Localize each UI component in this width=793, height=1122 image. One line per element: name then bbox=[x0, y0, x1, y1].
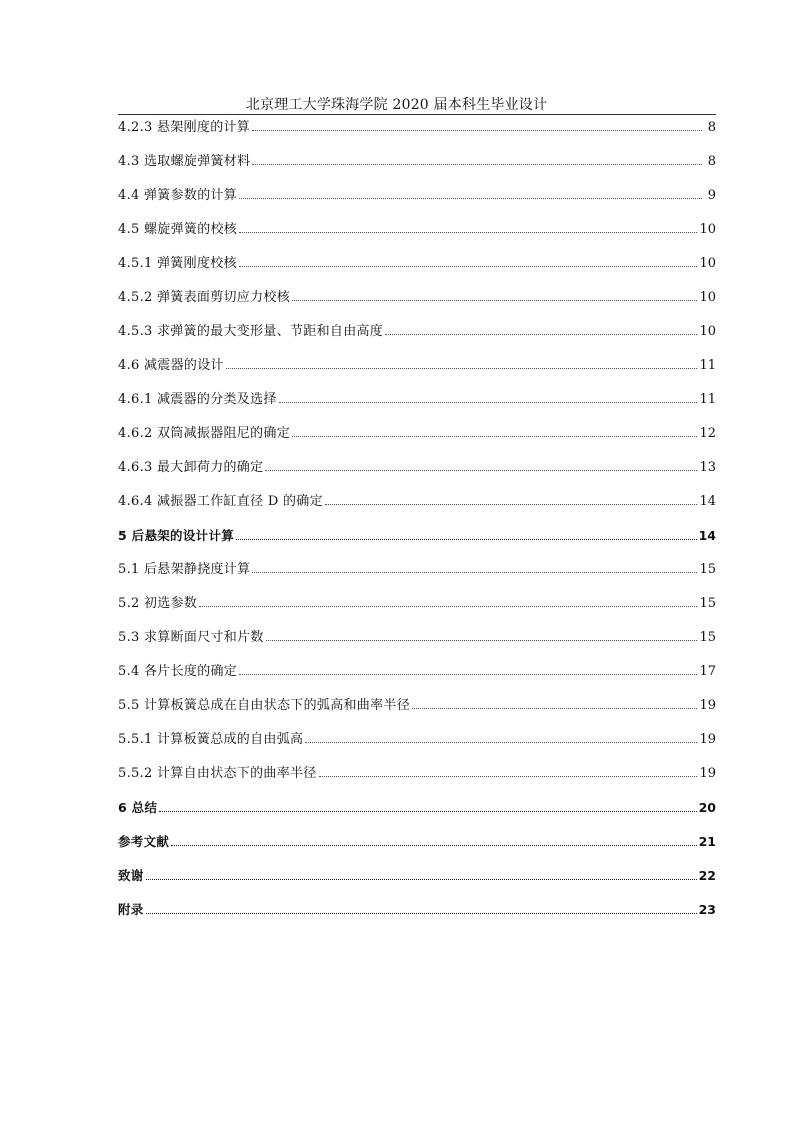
toc-entry-page-number: 19 bbox=[699, 732, 716, 747]
toc-entry[interactable] bbox=[118, 492, 716, 526]
toc-entry[interactable] bbox=[118, 900, 716, 934]
toc-entry-label: 5.5.2 计算自由状态下的曲率半径 bbox=[118, 766, 317, 781]
toc-entry[interactable] bbox=[118, 526, 716, 560]
table-of-contents bbox=[118, 118, 716, 934]
toc-entry-label: 5.5 计算板簧总成在自由状态下的弧高和曲率半径 bbox=[118, 698, 411, 713]
toc-dot-leader bbox=[252, 152, 702, 165]
toc-entry-page-number: 10 bbox=[699, 256, 716, 271]
toc-dot-leader bbox=[292, 424, 697, 437]
toc-entry-page-number: 15 bbox=[699, 630, 716, 645]
toc-entry[interactable] bbox=[118, 458, 716, 492]
toc-dot-leader bbox=[319, 764, 698, 777]
toc-dot-leader bbox=[171, 833, 696, 846]
toc-entry-label: 5.5.1 计算板簧总成的自由弧高 bbox=[118, 732, 304, 747]
toc-entry-label: 4.5.3 求弹簧的最大变形量、节距和自由高度 bbox=[118, 324, 384, 339]
toc-dot-leader bbox=[305, 730, 697, 743]
toc-entry[interactable] bbox=[118, 118, 716, 152]
toc-entry-label: 4.5.1 弹簧刚度校核 bbox=[118, 256, 237, 271]
toc-dot-leader bbox=[252, 118, 702, 131]
toc-entry-page-number: 10 bbox=[699, 290, 716, 305]
toc-entry-label: 5.1 后悬架静挠度计算 bbox=[118, 562, 251, 577]
toc-entry[interactable] bbox=[118, 628, 716, 662]
toc-dot-leader bbox=[226, 356, 698, 369]
toc-dot-leader bbox=[239, 662, 697, 675]
toc-entry[interactable] bbox=[118, 696, 716, 730]
toc-entry[interactable] bbox=[118, 356, 716, 390]
toc-entry[interactable] bbox=[118, 832, 716, 866]
toc-entry-page-number: 12 bbox=[699, 426, 716, 441]
toc-entry[interactable] bbox=[118, 390, 716, 424]
toc-entry-page-number: 13 bbox=[699, 460, 716, 475]
toc-entry-label: 4.3 选取螺旋弹簧材料 bbox=[118, 154, 251, 169]
toc-entry-label: 4.6 减震器的设计 bbox=[118, 358, 224, 373]
toc-entry-page-number: 20 bbox=[698, 800, 716, 815]
toc-entry[interactable] bbox=[118, 560, 716, 594]
toc-entry[interactable] bbox=[118, 662, 716, 696]
toc-dot-leader bbox=[146, 901, 697, 914]
toc-entry-label: 5.2 初选参数 bbox=[118, 596, 198, 611]
toc-entry-label: 4.2.3 悬架刚度的计算 bbox=[118, 120, 251, 135]
toc-entry-page-number: 19 bbox=[699, 698, 716, 713]
toc-dot-leader bbox=[266, 628, 698, 641]
toc-dot-leader bbox=[325, 492, 698, 505]
toc-dot-leader bbox=[412, 696, 697, 709]
toc-entry[interactable] bbox=[118, 254, 716, 288]
toc-entry-label: 致谢 bbox=[118, 868, 144, 883]
toc-entry-page-number: 11 bbox=[699, 392, 716, 407]
toc-dot-leader bbox=[265, 458, 697, 471]
toc-entry[interactable] bbox=[118, 220, 716, 254]
toc-entry-label: 4.6.1 减震器的分类及选择 bbox=[118, 392, 277, 407]
toc-entry-label: 4.5 螺旋弹簧的校核 bbox=[118, 222, 238, 237]
toc-entry-page-number: 23 bbox=[698, 902, 716, 917]
toc-entry-label: 4.6.3 最大卸荷力的确定 bbox=[118, 460, 264, 475]
toc-entry-page-number: 14 bbox=[698, 528, 716, 543]
toc-entry-label: 5 后悬架的设计计算 bbox=[118, 528, 235, 543]
toc-entry-page-number: 17 bbox=[699, 664, 716, 679]
toc-dot-leader bbox=[239, 220, 697, 233]
toc-entry-label: 4.5.2 弹簧表面剪切应力校核 bbox=[118, 290, 291, 305]
toc-entry[interactable] bbox=[118, 186, 716, 220]
toc-entry-page-number: 15 bbox=[699, 596, 716, 611]
toc-entry-page-number: 10 bbox=[699, 324, 716, 339]
toc-dot-leader bbox=[159, 799, 696, 812]
toc-entry[interactable] bbox=[118, 594, 716, 628]
toc-entry-label: 4.6.2 双筒减振器阻尼的确定 bbox=[118, 426, 291, 441]
toc-entry[interactable] bbox=[118, 424, 716, 458]
toc-entry-page-number: 19 bbox=[699, 766, 716, 781]
header-divider bbox=[118, 114, 716, 115]
toc-entry-label: 附录 bbox=[118, 902, 144, 917]
toc-entry[interactable] bbox=[118, 798, 716, 832]
toc-entry-label: 5.4 各片长度的确定 bbox=[118, 664, 238, 679]
toc-entry[interactable] bbox=[118, 152, 716, 186]
toc-entry-page-number: 15 bbox=[699, 562, 716, 577]
toc-dot-leader bbox=[236, 527, 697, 540]
toc-entry-page-number: 11 bbox=[699, 358, 716, 373]
toc-entry[interactable] bbox=[118, 288, 716, 322]
toc-entry-page-number: 14 bbox=[699, 494, 716, 509]
toc-entry-page-number: 21 bbox=[698, 834, 716, 849]
toc-dot-leader bbox=[385, 322, 697, 335]
toc-entry[interactable] bbox=[118, 322, 716, 356]
toc-dot-leader bbox=[279, 390, 698, 403]
toc-dot-leader bbox=[292, 288, 697, 301]
toc-entry-page-number: 8 bbox=[707, 120, 716, 135]
toc-entry[interactable] bbox=[118, 764, 716, 798]
toc-entry-label: 5.3 求算断面尺寸和片数 bbox=[118, 630, 264, 645]
toc-entry-page-number: 22 bbox=[698, 868, 716, 883]
toc-dot-leader bbox=[252, 560, 697, 573]
toc-entry-label: 4.4 弹簧参数的计算 bbox=[118, 188, 238, 203]
toc-entry[interactable] bbox=[118, 866, 716, 900]
toc-entry-label: 4.6.4 减振器工作缸直径 D 的确定 bbox=[118, 494, 323, 509]
toc-entry-label: 6 总结 bbox=[118, 800, 158, 815]
toc-entry-label: 参考文献 bbox=[118, 834, 170, 849]
toc-dot-leader bbox=[199, 594, 697, 607]
toc-entry[interactable] bbox=[118, 730, 716, 764]
toc-entry-page-number: 8 bbox=[707, 154, 716, 169]
page-header: 北京理工大学珠海学院 2020 届本科生毕业设计 bbox=[245, 97, 548, 113]
toc-entry-page-number: 9 bbox=[707, 188, 716, 203]
toc-dot-leader bbox=[239, 186, 702, 199]
toc-dot-leader bbox=[146, 867, 697, 880]
toc-dot-leader bbox=[239, 254, 698, 267]
toc-entry-page-number: 10 bbox=[699, 222, 716, 237]
